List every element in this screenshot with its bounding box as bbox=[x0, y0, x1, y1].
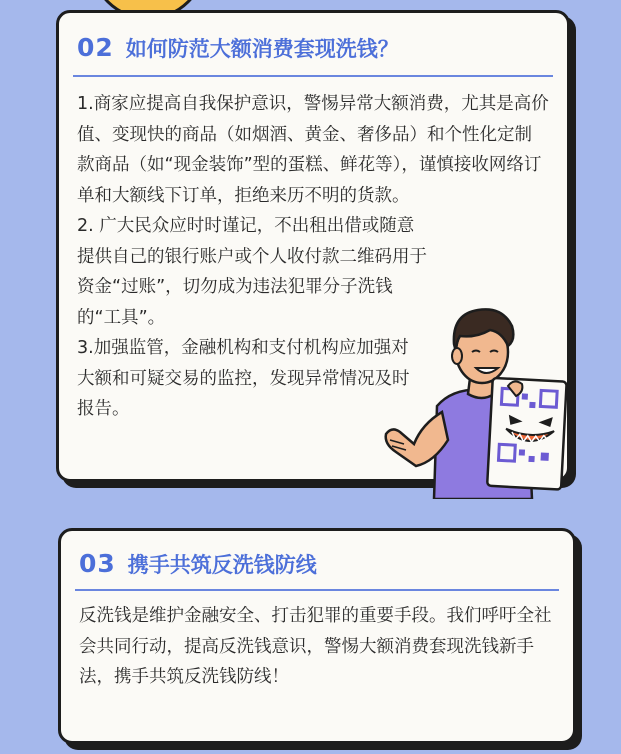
section-02-heading bbox=[77, 33, 399, 63]
section-03-card bbox=[58, 528, 576, 744]
section-02-divider bbox=[73, 75, 553, 77]
section-02-title: 如何防范大额消费套现洗钱？ bbox=[125, 37, 399, 61]
section-02-item-2: 2. 广大民众应时时谨记，不出租出借或随意提供自己的银行账户或个人收付款二维码用于资金“过账”，切勿成为违法犯罪分子洗钱的“工具”。 bbox=[77, 216, 427, 328]
section-03-divider bbox=[75, 589, 559, 591]
section-02-item-3: 3.加强监管，金融机构和支付机构应加强对大额和可疑交易的监控，发现异常情况及时报告。 bbox=[77, 338, 410, 419]
section-02-item-1: 1.商家应提高自我保护意识，警惕异常大额消费，尤其是高价值、变现快的商品（如烟酒、黄金、奢侈品）和个性化定制款商品（如“现金装饰”型的蛋糕、鲜花等），谨慎接收网络订单和大额线下订单，拒绝来历不明的货款。 bbox=[77, 94, 549, 206]
man-holding-evil-qr-code-icon bbox=[382, 294, 582, 499]
section-03-heading bbox=[79, 549, 317, 579]
section-02-number: 02 bbox=[77, 33, 114, 62]
section-03-number: 03 bbox=[79, 549, 116, 578]
section-03-title: 携手共筑反洗钱防线 bbox=[127, 553, 317, 577]
section-03-body: 反洗钱是维护金融安全、打击犯罪的重要手段。我们呼吁全社会共同行动，提高反洗钱意识，警惕大额消费套现洗钱新手法，携手共筑反洗钱防线！ bbox=[79, 606, 552, 687]
